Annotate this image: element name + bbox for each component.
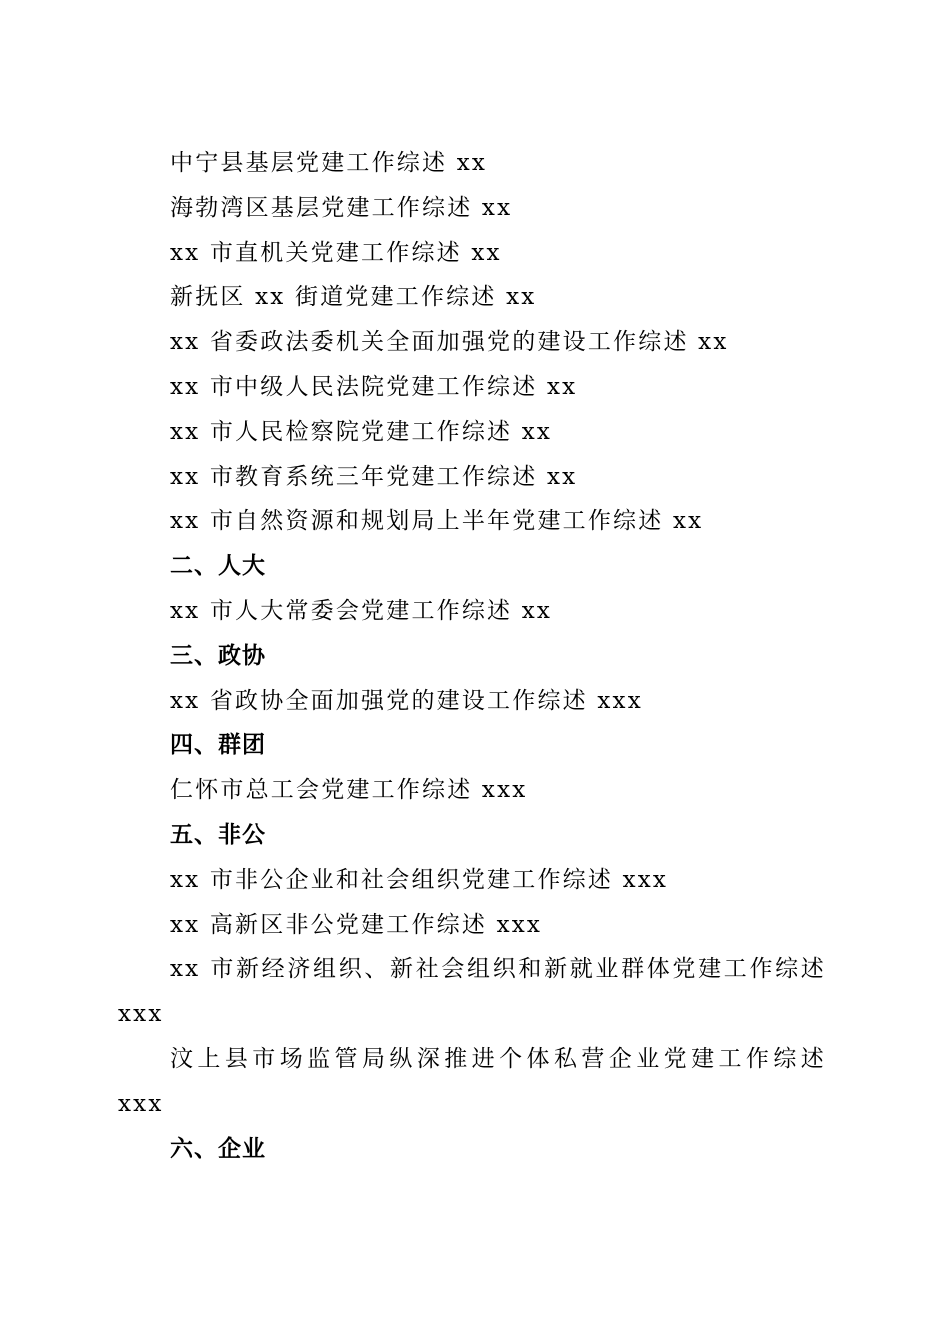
list-item-wrapped: 汶上县市场监管局纵深推进个体私营企业党建工作综述 xxx <box>118 1045 826 1117</box>
list-item: 仁怀市总工会党建工作综述 xxx <box>170 777 528 804</box>
document-body <box>118 141 826 1171</box>
section-heading-mass-orgs: 四、群团 <box>170 732 266 759</box>
section-heading-npc: 二、人大 <box>170 553 266 580</box>
list-item: xx 省政协全面加强党的建设工作综述 xxx <box>170 687 643 714</box>
list-item: xx 市人民检察院党建工作综述 xx <box>170 418 553 445</box>
section-heading-enterprise: 六、企业 <box>170 1135 266 1162</box>
list-item-wrapped: xx 市新经济组织、新社会组织和新就业群体党建工作综述 xxx <box>118 956 826 1028</box>
list-item: xx 省委政法委机关全面加强党的建设工作综述 xx <box>170 329 729 356</box>
list-item: xx 市直机关党建工作综述 xx <box>170 239 502 266</box>
list-item: xx 市非公企业和社会组织党建工作综述 xxx <box>170 866 669 893</box>
list-item: xx 市中级人民法院党建工作综述 xx <box>170 373 578 400</box>
list-item: xx 市教育系统三年党建工作综述 xx <box>170 463 578 490</box>
list-item: 中宁县基层党建工作综述 xx <box>170 150 488 176</box>
list-item: 新抚区 xx 街道党建工作综述 xx <box>170 284 537 311</box>
list-item: xx 高新区非公党建工作综述 xxx <box>170 911 543 938</box>
list-item: xx 市人大常委会党建工作综述 xx <box>170 597 553 624</box>
list-item: xx 市自然资源和规划局上半年党建工作综述 xx <box>170 508 704 535</box>
list-item: 海勃湾区基层党建工作综述 xx <box>170 194 513 221</box>
section-heading-cppcc: 三、政协 <box>170 642 266 669</box>
section-heading-non-public: 五、非公 <box>170 821 266 848</box>
